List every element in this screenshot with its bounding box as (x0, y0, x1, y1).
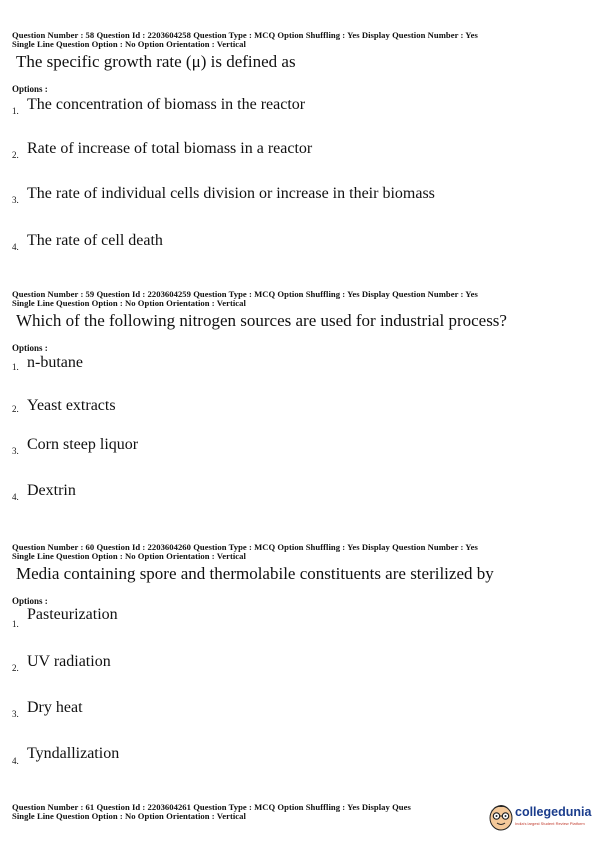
option-4 (12, 743, 572, 767)
option-number: 4. (12, 492, 19, 502)
option-text: Dextrin (27, 482, 76, 499)
option-number: 3. (12, 709, 19, 719)
option-number: 3. (12, 195, 19, 205)
question-text: Which of the following nitrogen sources are used for industrial process? (16, 311, 507, 330)
collegedunia-logo (486, 800, 592, 832)
question-meta: Question Number : 61 Question Id : 2203604261 Question Type : MCQ Option Shuffling : Yes Display Ques (12, 802, 411, 812)
option-text: The rate of individual cells division or increase in their biomass (27, 185, 435, 202)
option-number: 1. (12, 106, 19, 116)
mascot-icon (486, 800, 516, 832)
question-text: Media containing spore and thermolabile constituents are sterilized by (16, 564, 494, 583)
option-text: The concentration of biomass in the reactor (27, 96, 306, 113)
option-text: Tyndallization (27, 745, 120, 762)
option-number: 1. (12, 619, 19, 629)
option-number: 4. (12, 242, 19, 252)
option-number: 2. (12, 404, 19, 414)
option-text: Pasteurization (27, 606, 118, 623)
question-61-header (12, 803, 492, 821)
option-text: Rate of increase of total biomass in a reactor (27, 140, 313, 157)
option-text: The rate of cell death (27, 232, 163, 249)
question-meta: Question Number : 60 Question Id : 2203604260 Question Type : MCQ Option Shuffling : Yes Display Question Number : Yes (12, 542, 478, 552)
logo-brand-name: collegedunia (515, 805, 592, 819)
option-text: Corn steep liquor (27, 436, 139, 453)
option-1 (12, 352, 572, 376)
question-60 (12, 542, 572, 766)
question-text: The specific growth rate (μ) is defined as (16, 52, 296, 71)
question-59 (12, 289, 572, 502)
option-text: Yeast extracts (27, 397, 116, 414)
option-1 (12, 94, 572, 118)
options-label: Options : (12, 343, 48, 353)
question-meta-line2: Single Line Question Option : No Option Orientation : Vertical (12, 551, 246, 561)
option-3 (12, 697, 572, 721)
option-1 (12, 604, 572, 628)
option-2 (12, 138, 572, 162)
option-number: 4. (12, 756, 19, 766)
question-meta: Question Number : 58 Question Id : 2203604258 Question Type : MCQ Option Shuffling : Yes Display Question Number : Yes (12, 30, 478, 40)
question-meta-line2: Single Line Question Option : No Option Orientation : Vertical (12, 298, 246, 308)
logo-tagline: India's largest Student Review Platform (515, 821, 585, 826)
question-meta-line2: Single Line Question Option : No Option Orientation : Vertical (12, 811, 246, 821)
option-number: 3. (12, 446, 19, 456)
option-4 (12, 230, 572, 254)
option-3 (12, 183, 572, 207)
option-number: 2. (12, 663, 19, 673)
question-meta-line2: Single Line Question Option : No Option Orientation : Vertical (12, 39, 246, 49)
question-58 (12, 30, 572, 252)
question-meta: Question Number : 59 Question Id : 2203604259 Question Type : MCQ Option Shuffling : Yes Display Question Number : Yes (12, 289, 478, 299)
option-number: 1. (12, 362, 19, 372)
option-3 (12, 434, 572, 458)
option-text: UV radiation (27, 653, 111, 670)
options-label: Options : (12, 84, 48, 94)
option-number: 2. (12, 150, 19, 160)
option-text: n-butane (27, 354, 83, 371)
option-4 (12, 480, 572, 504)
option-2 (12, 395, 572, 419)
option-text: Dry heat (27, 699, 83, 716)
option-2 (12, 651, 572, 675)
options-label: Options : (12, 596, 48, 606)
